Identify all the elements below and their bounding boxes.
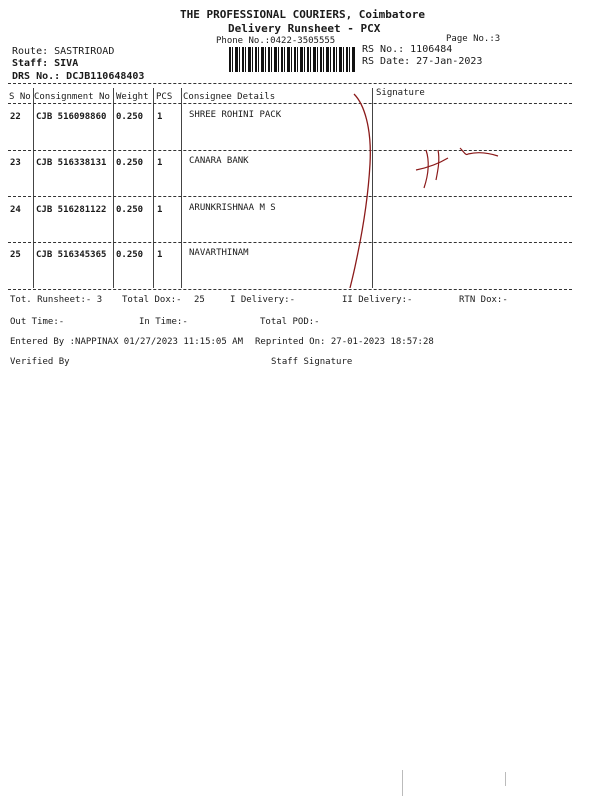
row-pcs: 1 — [157, 250, 163, 260]
row-pcs: 1 — [157, 205, 163, 215]
header-signature: Signature — [376, 88, 425, 98]
row-sno: 24 — [10, 205, 21, 215]
staff-label: Staff: SIVA — [12, 58, 79, 69]
signature-mark — [340, 92, 520, 292]
rtn-dox: RTN Dox:- — [459, 295, 508, 305]
header-sno: S No — [9, 92, 31, 102]
reprinted-on: Reprinted On: 27-01-2023 18:57:28 — [255, 337, 434, 347]
row-weight: 0.250 — [116, 112, 144, 122]
ii-delivery: II Delivery:- — [342, 295, 413, 305]
row-consignment: CJB 516345365 — [36, 250, 107, 260]
runsheet-title: Delivery Runsheet - PCX — [228, 22, 381, 35]
verified-by: Verified By — [10, 357, 70, 367]
row-consignment: CJB 516281122 — [36, 205, 107, 215]
company-title: THE PROFESSIONAL COURIERS, Coimbatore — [180, 8, 426, 21]
row-consignee: NAVARTHINAM — [189, 248, 249, 258]
total-pod: Total POD:- — [260, 317, 320, 327]
staff-signature: Staff Signature — [271, 357, 353, 367]
row-consignee: CANARA BANK — [189, 156, 249, 166]
column-divider — [113, 88, 114, 288]
header-consignment: Consignment No — [34, 92, 110, 102]
total-dox-value: 25 — [194, 295, 205, 305]
out-time: Out Time:- — [10, 317, 65, 327]
row-sno: 22 — [10, 112, 21, 122]
row-weight: 0.250 — [116, 205, 144, 215]
row-weight: 0.250 — [116, 250, 144, 260]
scan-mark — [505, 772, 506, 786]
i-delivery: I Delivery:- — [230, 295, 296, 305]
row-sno: 23 — [10, 158, 21, 168]
table-top-border — [8, 83, 572, 84]
column-divider — [181, 88, 182, 288]
rs-number: RS No.: 1106484 — [362, 44, 453, 55]
header-weight: Weight — [116, 92, 149, 102]
row-pcs: 1 — [157, 112, 163, 122]
total-dox-label: Total Dox:- — [122, 295, 182, 305]
header-consignee: Consignee Details — [183, 92, 276, 102]
in-time: In Time:- — [139, 317, 188, 327]
row-pcs: 1 — [157, 158, 163, 168]
rs-date: RS Date: 27-Jan-2023 — [362, 56, 483, 67]
row-sno: 25 — [10, 250, 21, 260]
scan-mark — [402, 770, 403, 796]
row-consignment: CJB 516098860 — [36, 112, 107, 122]
total-runsheet: Tot. Runsheet:- 3 — [10, 295, 103, 305]
row-consignee: SHREE ROHINI PACK — [189, 110, 282, 120]
entered-by: Entered By :NAPPINAX 01/27/2023 11:15:05 AM — [10, 337, 243, 347]
barcode — [229, 47, 355, 72]
column-divider — [153, 88, 154, 288]
phone-number: Phone No.:0422-3505555 — [216, 36, 336, 46]
header-pcs: PCS — [156, 92, 173, 102]
drs-number: DRS No.: DCJB110648403 — [12, 71, 145, 82]
column-divider — [33, 88, 34, 288]
row-consignee: ARUNKRISHNAA M S — [189, 203, 276, 213]
row-weight: 0.250 — [116, 158, 144, 168]
route-label: Route: SASTRIROAD — [12, 46, 115, 57]
page-number: Page No.:3 — [446, 34, 501, 44]
row-consignment: CJB 516338131 — [36, 158, 107, 168]
